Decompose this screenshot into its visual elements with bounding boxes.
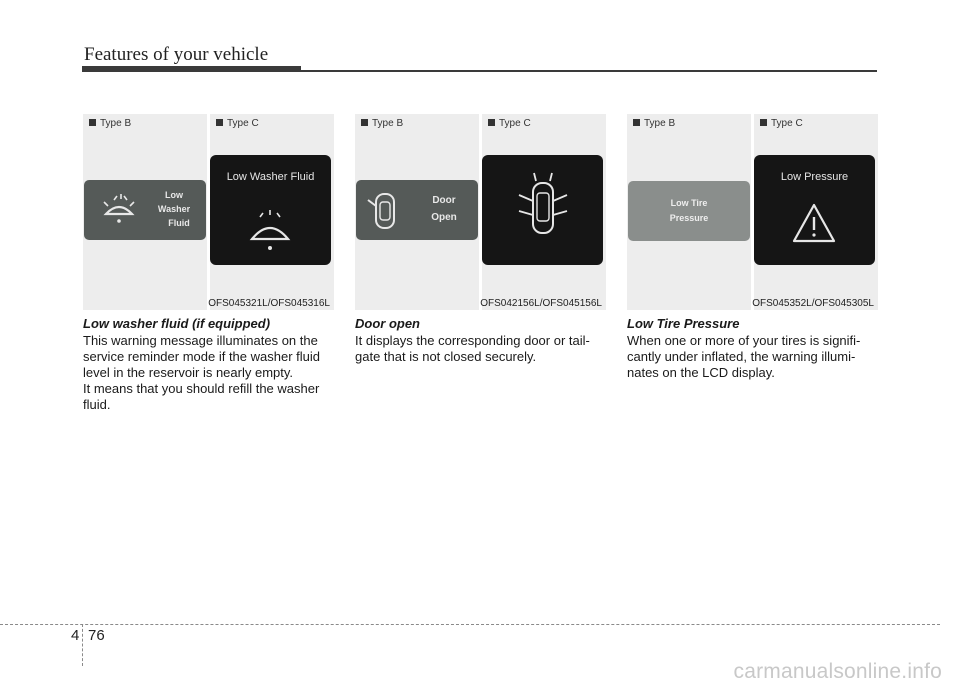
header-title: Features of your vehicle: [84, 44, 269, 65]
text-line: service reminder mode if the washer fluid: [83, 349, 320, 364]
lcd-screen-type-b: [628, 181, 750, 241]
text-line: It displays the corresponding door or tail-: [355, 333, 590, 348]
screen-b-line: Washer: [157, 204, 191, 214]
illustration-panel-tire: [627, 114, 878, 310]
type-c-area: [754, 114, 878, 310]
lcd-screen-type-b: [84, 180, 206, 240]
type-b-area: [83, 114, 207, 310]
text-line: It means that you should refill the washer: [83, 381, 320, 396]
screen-b-line: Low: [165, 190, 183, 200]
text-line: fluid.: [83, 397, 111, 412]
screen-c-title: Low Washer Fluid: [226, 171, 315, 183]
text-line: nates on the LCD display.: [627, 365, 775, 380]
bullet-square-icon: [488, 119, 495, 126]
watermark: carmanualsonline.info: [733, 660, 942, 683]
screen-b-line: Low Tire: [670, 198, 708, 208]
text-line: This warning message illuminates on the: [83, 333, 318, 348]
car-doors-open-icon: [482, 155, 603, 265]
bullet-square-icon: [361, 119, 368, 126]
type-b-area: [355, 114, 479, 310]
lcd-screen-type-c: [210, 155, 331, 265]
bullet-square-icon: [89, 119, 96, 126]
bullet-square-icon: [633, 119, 640, 126]
screen-b-line: Door: [432, 195, 456, 206]
section-title-tire: Low Tire Pressure: [627, 316, 740, 331]
washer-fluid-icon: [210, 155, 331, 265]
lcd-screen-type-c: [754, 155, 875, 265]
section-paragraph: [83, 333, 320, 381]
screen-c-title: Low Pressure: [780, 171, 849, 183]
section-paragraph: [627, 333, 860, 381]
page-number: 76: [88, 627, 105, 644]
chapter-number: 4: [71, 627, 80, 644]
type-c-label: Type C: [488, 118, 531, 129]
text-line: level in the reservoir is nearly empty.: [83, 365, 294, 380]
screen-b-line: Fluid: [168, 218, 190, 228]
footer-rule: [0, 624, 940, 625]
bullet-square-icon: [760, 119, 767, 126]
header-rule-thin: [301, 70, 877, 72]
type-c-label: Type C: [216, 118, 259, 129]
warning-triangle-icon: [754, 155, 875, 265]
type-b-label: Type B: [633, 118, 675, 129]
screen-b-line: Open: [431, 212, 457, 223]
footer-divider: [82, 624, 83, 666]
lcd-screen-type-b: [356, 180, 478, 240]
lcd-screen-type-c: [482, 155, 603, 265]
type-c-area: [210, 114, 334, 310]
figure-code: OFS045321L/OFS045316L: [208, 298, 330, 309]
type-b-label: Type B: [89, 118, 131, 129]
type-c-label: Type C: [760, 118, 803, 129]
text-line: When one or more of your tires is signifi-: [627, 333, 861, 348]
text-line: gate that is not closed securely.: [355, 349, 537, 364]
section-title-door: Door open: [355, 316, 420, 331]
header-rule-thick: [82, 66, 301, 72]
figure-code: OFS042156L/OFS045156L: [480, 298, 602, 309]
section-paragraph: [355, 333, 590, 365]
section-paragraph: [83, 381, 319, 413]
bullet-square-icon: [216, 119, 223, 126]
type-c-area: [482, 114, 606, 310]
screen-b-line: Pressure: [669, 213, 709, 223]
figure-code: OFS045352L/OFS045305L: [752, 298, 874, 309]
text-line: cantly under inflated, the warning illumi-: [627, 349, 856, 364]
illustration-panel-door: [355, 114, 606, 310]
type-b-label: Type B: [361, 118, 403, 129]
illustration-panel-washer: [83, 114, 334, 310]
type-b-area: [627, 114, 751, 310]
section-title-washer: Low washer fluid (if equipped): [83, 316, 271, 331]
